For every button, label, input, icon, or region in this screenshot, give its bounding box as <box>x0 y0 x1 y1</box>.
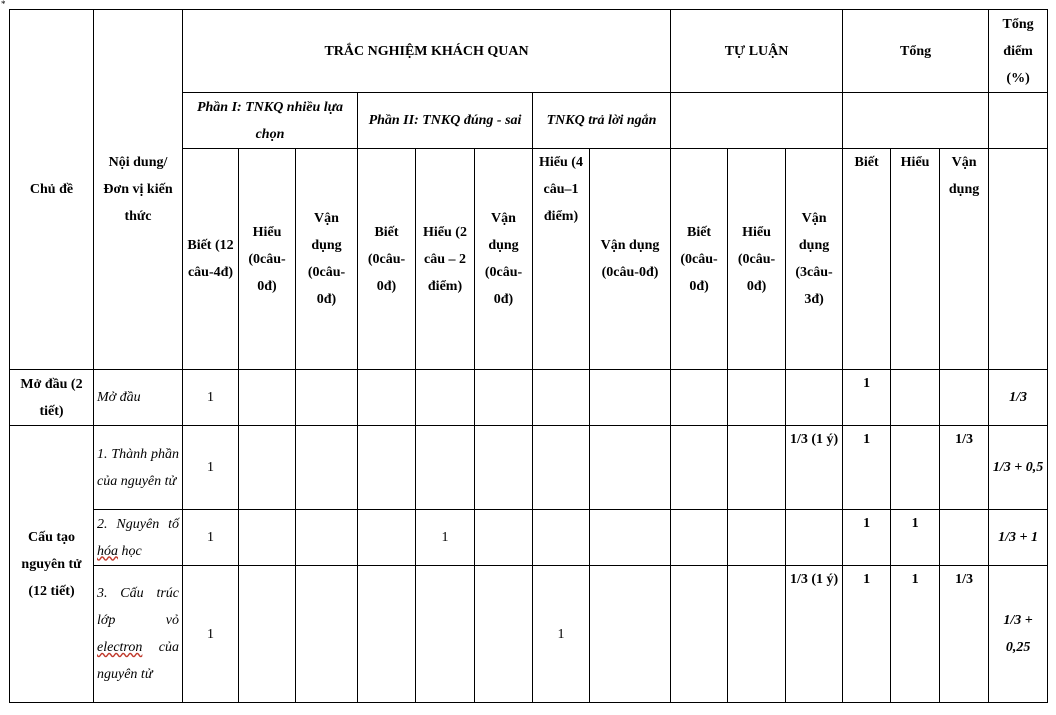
value-cell <box>786 370 843 426</box>
value-cell <box>239 510 296 566</box>
content-cell: 3. Cấu trúc lớp vỏ electron của nguyên tử <box>94 566 183 703</box>
value-cell: 1 <box>843 370 891 426</box>
value-cell <box>940 370 989 426</box>
value-cell <box>239 370 296 426</box>
header-phan2: Phần II: TNKQ đúng - sai <box>358 93 533 149</box>
value-cell: 1 <box>891 566 940 703</box>
sub-t-vd: Vận dụng <box>940 149 989 370</box>
value-cell <box>533 370 590 426</box>
header-noi-dung: Nội dung/Đơn vị kiến thức <box>94 10 183 370</box>
sub-tongdiem-empty <box>989 149 1048 370</box>
value-cell: 1 <box>843 566 891 703</box>
header-tong-empty <box>843 93 989 149</box>
value-cell: 1 <box>533 566 590 703</box>
sub-p1-biet: Biết (12 câu-4đ) <box>183 149 239 370</box>
value-cell <box>358 426 416 510</box>
value-cell <box>590 510 671 566</box>
sub-p3-hieu: Hiểu (4 câu–1 điểm) <box>533 149 590 370</box>
value-cell <box>239 566 296 703</box>
value-cell <box>475 510 533 566</box>
total-score-cell: 1/3 + 0,25 <box>989 566 1048 703</box>
topic-cell: Cấu tạo nguyên tử (12 tiết) <box>10 426 94 703</box>
topic-cell: Mở đầu (2 tiết) <box>10 370 94 426</box>
sub-p2-biet: Biết (0câu-0đ) <box>358 149 416 370</box>
header-tnkq: TRẮC NGHIỆM KHÁCH QUAN <box>183 10 671 93</box>
value-cell <box>475 426 533 510</box>
total-score-cell: 1/3 <box>989 370 1048 426</box>
header-phan1: Phần I: TNKQ nhiều lựa chọn <box>183 93 358 149</box>
table-row <box>10 426 1048 510</box>
value-cell <box>475 566 533 703</box>
total-score-cell: 1/3 + 1 <box>989 510 1048 566</box>
value-cell <box>533 426 590 510</box>
value-cell <box>671 426 728 510</box>
value-cell <box>671 370 728 426</box>
value-cell: 1 <box>183 510 239 566</box>
value-cell <box>671 566 728 703</box>
value-cell <box>296 370 358 426</box>
table-row <box>10 370 1048 426</box>
value-cell <box>786 510 843 566</box>
table-row <box>10 510 1048 566</box>
total-score-cell: 1/3 + 0,5 <box>989 426 1048 510</box>
value-cell <box>590 426 671 510</box>
value-cell <box>533 510 590 566</box>
sub-t-hieu: Hiểu <box>891 149 940 370</box>
sub-tl-vd: Vận dụng (3câu-3đ) <box>786 149 843 370</box>
sub-t-biet: Biết <box>843 149 891 370</box>
value-cell <box>728 566 786 703</box>
value-cell: 1/3 (1 ý) <box>786 426 843 510</box>
value-cell: 1 <box>843 510 891 566</box>
value-cell: 1 <box>183 370 239 426</box>
value-cell <box>891 426 940 510</box>
value-cell <box>728 370 786 426</box>
value-cell <box>296 510 358 566</box>
value-cell <box>728 510 786 566</box>
header-tl-empty <box>671 93 843 149</box>
value-cell <box>358 510 416 566</box>
value-cell <box>296 426 358 510</box>
value-cell <box>416 566 475 703</box>
value-cell: 1/3 <box>940 566 989 703</box>
header-tongdiem-empty <box>989 93 1048 149</box>
sub-p1-hieu: Hiểu (0câu-0đ) <box>239 149 296 370</box>
value-cell <box>416 370 475 426</box>
value-cell <box>590 370 671 426</box>
sub-p2-vd: Vận dụng (0câu-0đ) <box>475 149 533 370</box>
value-cell <box>296 566 358 703</box>
value-cell: 1 <box>183 566 239 703</box>
value-cell <box>728 426 786 510</box>
content-cell: 2. Nguyên tố hóa học <box>94 510 183 566</box>
header-tong: Tổng <box>843 10 989 93</box>
sub-tl-hieu: Hiểu (0câu-0đ) <box>728 149 786 370</box>
sub-p2-hieu: Hiểu (2 câu – 2 điểm) <box>416 149 475 370</box>
sub-p1-vd: Vận dụng (0câu-0đ) <box>296 149 358 370</box>
value-cell: 1/3 (1 ý) <box>786 566 843 703</box>
value-cell: 1 <box>183 426 239 510</box>
header-tu-luan: TỰ LUẬN <box>671 10 843 93</box>
value-cell: 1 <box>416 510 475 566</box>
header-tong-diem: Tổng điểm (%) <box>989 10 1048 93</box>
value-cell <box>891 370 940 426</box>
sub-p3-vd: Vận dụng (0câu-0đ) <box>590 149 671 370</box>
value-cell <box>416 426 475 510</box>
value-cell <box>239 426 296 510</box>
header-chu-de: Chủ đề <box>10 10 94 370</box>
exam-matrix-table <box>9 9 1048 703</box>
value-cell <box>358 370 416 426</box>
value-cell <box>590 566 671 703</box>
value-cell: 1 <box>843 426 891 510</box>
table-row <box>10 566 1048 703</box>
content-cell: Mở đầu <box>94 370 183 426</box>
value-cell: 1 <box>891 510 940 566</box>
value-cell <box>475 370 533 426</box>
header-phan3: TNKQ trả lời ngắn <box>533 93 671 149</box>
content-cell: 1. Thành phần của nguyên tử <box>94 426 183 510</box>
corner-mark: * <box>1 0 6 9</box>
value-cell <box>358 566 416 703</box>
value-cell <box>671 510 728 566</box>
sub-tl-biet: Biết (0câu-0đ) <box>671 149 728 370</box>
value-cell: 1/3 <box>940 426 989 510</box>
value-cell <box>940 510 989 566</box>
